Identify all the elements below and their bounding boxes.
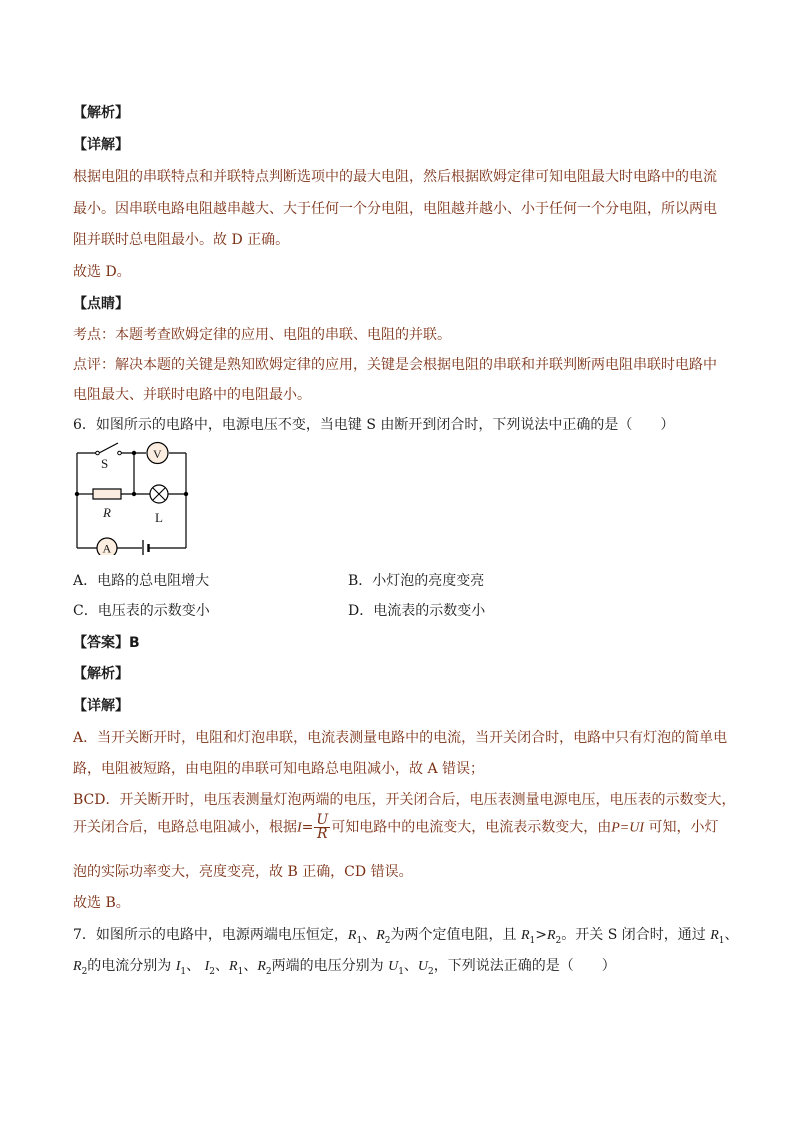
fraction: $\frac{U}{R}$ xyxy=(316,812,329,842)
comment-line: 考点：本题考查欧姆定律的应用、电阻的串联、电阻的并联。 xyxy=(73,327,451,343)
question-stem: 6．如图所示的电路中，电源电压不变，当电键 S 由断开到闭合时，下列说法中正确的是（ ） xyxy=(73,417,675,433)
detail-line: A．当开关断开时，电阻和灯泡串联，电流表测量电路中的电流，当开关闭合时，电路中只有灯泡的简单电 xyxy=(73,730,728,746)
question-stem: 7．如图所示的电路中，电源两端电压恒定，$R_1$、$R_2$为两个定值电阻，且 $R_1>R_2$。开关 S 闭合时，通过 $R_1$、 xyxy=(73,927,739,946)
question-stem: $R_2$的电流分别为 $I_1$、 $I_2$、$R_1$、$R_2$两端的电压分别为 $U_1$、$U_2$，下列说法正确的是（ ） xyxy=(73,958,616,977)
switch-label: S xyxy=(101,456,109,471)
detail-line: 泡的实际功率变大，亮度变亮，故 B 正确，CD 错误。 xyxy=(73,864,413,880)
detail-line: 根据电阻的串联特点和并联特点判断选项中的最大电阻，然后根据欧姆定律可知电阻最大时电路中的电流 xyxy=(73,169,717,185)
detail-line: 最小。因串联电路电阻越串越大、大于任何一个分电阻，电阻越并越小、小于任何一个分电阻，所以两电 xyxy=(73,201,717,217)
detail-line-formula: 开关闭合后，电路总电阻减小，根据I= $\frac{U}{R}$ 可知电路中的电流变大，电流表示数变大，由P=UI 可知，小灯 xyxy=(73,812,719,842)
option-d: D．电流表的示数变小 xyxy=(348,603,486,619)
circuit-diagram xyxy=(70,437,195,555)
junction-dot xyxy=(132,492,136,496)
junction-dot xyxy=(75,492,79,496)
detail-tag: 【详解】 xyxy=(73,698,129,714)
choice-conclusion: 故选 D。 xyxy=(73,264,131,280)
resistor-label: R xyxy=(103,505,111,520)
analysis-tag: 【解析】 xyxy=(73,666,129,682)
voltmeter-label: V xyxy=(153,447,162,461)
ammeter-label: A xyxy=(102,541,112,555)
choice-conclusion: 故选 B。 xyxy=(73,895,130,911)
comment-line: 电阻最大、并联时电路中的电阻最小。 xyxy=(73,387,311,403)
comment-line: 点评：解决本题的关键是熟知欧姆定律的应用，关键是会根据电阻的串联和并联判断两电阻串联时电路中 xyxy=(73,357,717,373)
answer-line: 【答案】B xyxy=(73,635,140,651)
detail-line: 路，电阻被短路，由电阻的串联可知电路总电阻减小，故 A 错误； xyxy=(73,761,485,777)
switch-blade xyxy=(99,443,118,453)
switch-contact xyxy=(118,451,122,455)
junction-dot xyxy=(132,451,136,455)
detail-line: BCD．开关断开时，电压表测量灯泡两端的电压，开关闭合后，电压表测量电源电压，电压表的示数变大， xyxy=(73,792,736,808)
resistor-icon xyxy=(93,489,121,499)
detail-line: 阻并联时总电阻最小。故 D 正确。 xyxy=(73,232,290,248)
analysis-tag: 【解析】 xyxy=(73,105,129,121)
comment-tag: 【点睛】 xyxy=(73,296,129,312)
junction-dot xyxy=(184,492,188,496)
option-b: B．小灯泡的亮度变亮 xyxy=(348,573,485,589)
option-a: A．电路的总电阻增大 xyxy=(73,573,210,589)
detail-tag: 【详解】 xyxy=(73,137,129,153)
option-c: C．电压表的示数变小 xyxy=(73,603,210,619)
switch-contact xyxy=(96,451,100,455)
lamp-label: L xyxy=(155,510,163,525)
